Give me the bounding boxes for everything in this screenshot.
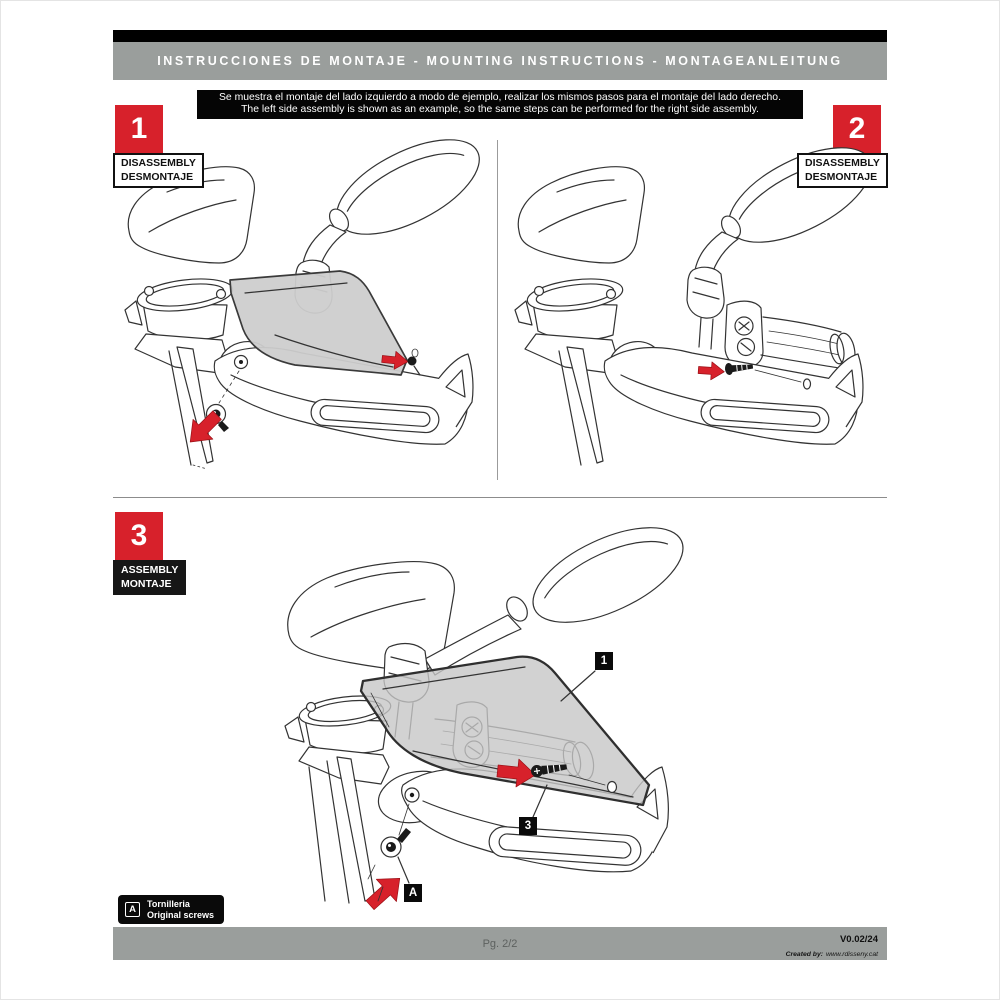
header-banner: [113, 42, 887, 80]
stalk-mount: [687, 267, 724, 318]
panel-divider-horizontal: [113, 497, 887, 498]
version-label: V0.02/24: [839, 934, 878, 945]
wing-screw: [408, 357, 417, 366]
credit-line: [786, 951, 878, 958]
windscreen: [288, 562, 455, 672]
page-title: INSTRUCCIONES DE MONTAJE - MOUNTING INSTRUCTIONS - MONTAGEANLEITUNG: [157, 54, 843, 68]
callout-screw-A: A: [404, 884, 422, 902]
note-line-es: Se muestra el montaje del lado izquierdo a modo de ejemplo, realizar los mismos pasos para el montaje del lado derecho.: [219, 92, 781, 103]
callout-screw-3: 3: [519, 817, 537, 835]
step-3-number: 3: [115, 512, 163, 560]
step-2-label: DISASSEMBLY DESMONTAJE: [797, 153, 888, 188]
mirror: [323, 135, 490, 254]
credit-url: www.rdisseny.cat: [826, 951, 878, 958]
page-number: Pg. 2/2: [482, 938, 518, 950]
mirror: [519, 508, 696, 642]
panel-3-drawing: [113, 505, 887, 925]
step-2-number: 2: [833, 105, 881, 153]
screw-hole: [608, 782, 617, 793]
step-1-number: 1: [115, 105, 163, 153]
legend-original-screws: A Tornilleria Original screws: [118, 895, 224, 924]
panel-divider-vertical: [497, 140, 498, 480]
legend-A-icon: A: [125, 902, 140, 917]
windscreen: [518, 167, 644, 263]
top-black-bar: [113, 30, 887, 42]
callout-part-1: 1: [595, 652, 613, 670]
step-1-label: DISASSEMBLY DESMONTAJE: [113, 153, 204, 188]
screw-hole: [804, 379, 811, 389]
grip: [763, 317, 841, 332]
step-3-label: ASSEMBLY MONTAJE: [113, 560, 186, 595]
example-note: [197, 90, 803, 119]
note-line-en: The left side assembly is shown as an example, so the same steps can be performed for the right side assembly.: [241, 104, 759, 115]
credit-label: Created by:: [785, 951, 823, 958]
